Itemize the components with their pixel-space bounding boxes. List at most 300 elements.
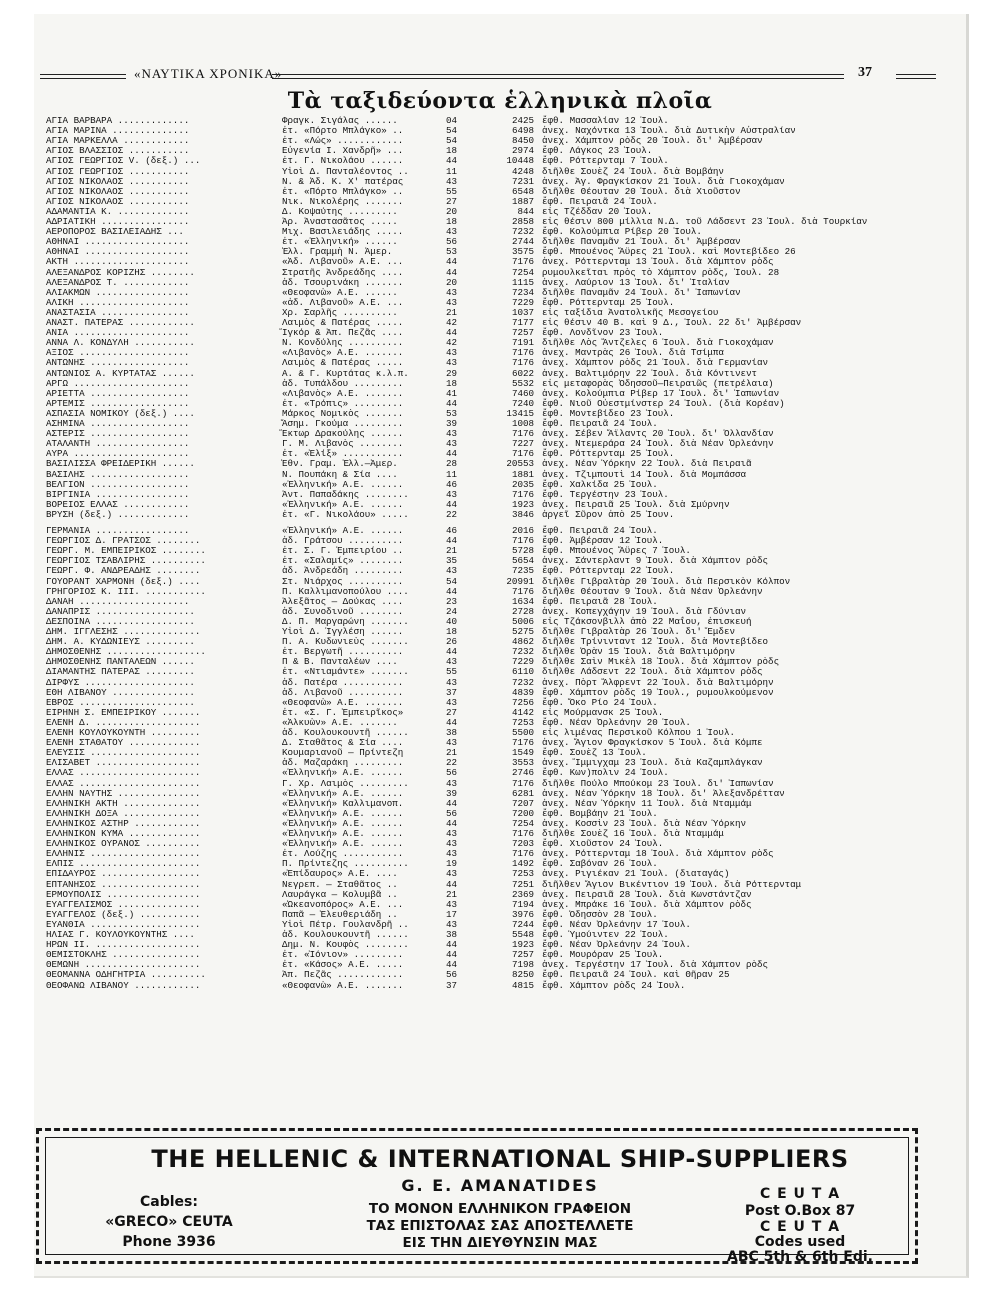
tonnage: 7198 [511, 959, 534, 971]
ship-name: ΑΛΙΚΗ .................... [46, 296, 190, 308]
owner: Λαυράγκα — Κολυμβᾶ .. [282, 888, 398, 900]
tonnage: 1008 [511, 418, 534, 429]
owner: Ἐθν. Γραμ. Ἑλλ.—Ἀμερ. [282, 458, 398, 470]
built-year: 21 [446, 747, 458, 759]
ship-name: ΑΓΙΟΣ ΓΕΩΡΓΙΟΣ ........... [46, 165, 190, 177]
position: ἔφθ. Ὑμούιντεν 22 Ἰουλ. [542, 929, 669, 940]
built-year: 44 [446, 266, 458, 278]
built-year: 43 [446, 898, 458, 910]
built-year: 43 [446, 696, 458, 708]
position: ἔφθ. Νιοῦ Οὐεστμίνστερ 24 Ἰουλ. (διὰ Κορέαν) [542, 397, 785, 409]
built-year: 20 [446, 276, 458, 288]
ship-name: ΔΑΝΑΗ .................... [46, 595, 190, 607]
owner: Ἑλλ. Γραμμὴ Ν. Ἀμερ. [282, 246, 393, 258]
ship-name: ΒΡΥΣΗ (δεξ.) ............. [46, 508, 190, 520]
tonnage: 2369 [511, 888, 534, 900]
position: διῆλθε Σουὲζ 24 Ἰουλ. διὰ Βομβάην [542, 165, 724, 177]
tonnage: 7229 [511, 656, 534, 668]
tonnage: 2974 [511, 145, 534, 157]
owner: «Θεοφανὼ» Α.Ε. ....... [282, 696, 404, 708]
position: ἔφθ. Μουρόραν 25 Ἰουλ. [542, 949, 664, 961]
owner: «Ἑλληνική» Α.Ε. ...... [282, 525, 404, 536]
built-year: 54 [446, 575, 458, 587]
owner: ἐτ. «Γ. Νικολάου» ..... [282, 508, 409, 520]
position: διῆλθε Γιβραλτὰρ 26 Ἰουλ. δι' Ἔμδεν [542, 626, 735, 637]
tonnage: 1037 [511, 306, 534, 318]
tonnage: 7232 [511, 646, 534, 658]
tonnage: 4839 [511, 686, 534, 698]
built-year: 44 [446, 949, 458, 961]
ship-name: ΑΝΤΩΝΗΣ .................. [46, 357, 190, 369]
tonnage: 20991 [506, 575, 534, 587]
owner: «Ἑλληνική» Α.Ε. ...... [282, 838, 404, 850]
built-year: 56 [446, 767, 458, 779]
built-year: 11 [446, 165, 458, 177]
tonnage: 8450 [511, 135, 534, 147]
tonnage: 2858 [511, 216, 534, 227]
position: ρυμουλκεῖται πρὸς τὸ Χάμπτον ρὸδς, Ἰουλ. 28 [542, 266, 780, 278]
ship-name: ΕΛΛΗΝΙΚΟΝ ΚΥΜΑ ............. [46, 828, 201, 839]
built-year: 39 [446, 787, 458, 799]
built-year: 18 [446, 377, 458, 389]
ship-name: ΕΥΑΓΓΕΛΙΣΜΟΣ ............... [46, 898, 201, 910]
tonnage: 7176 [511, 256, 534, 268]
ship-row [46, 257, 926, 267]
ship-name: ΕΒΡΟΣ ..................... [46, 696, 195, 708]
built-year: 56 [446, 236, 458, 248]
ad-post-box: Post O.Box 87 [744, 1203, 856, 1219]
position: διῆλθε Γιβραλτὰρ 20 Ἰουλ. διὰ Περσικὸν Κόλπον [542, 575, 791, 587]
position: ἔφθ. Βομβάην 21 Ἰουλ. [542, 807, 658, 819]
tonnage: 7176 [511, 357, 534, 369]
tonnage: 7203 [511, 838, 534, 850]
position: ἀνεχ. Κοσσὶν 23 Ἰουλ. διὰ Νέαν Ὑόρκην [542, 817, 746, 829]
tonnage: 3575 [511, 246, 534, 258]
built-year: 21 [446, 888, 458, 900]
position: διῆλθε Λάδσεντ 22 Ἰουλ. διὰ Χάμπτον ρὸδς [542, 666, 763, 678]
owner: ἐτ. Λούζης ........... [282, 848, 404, 860]
position: ἔφθ. Ὀδησσὸν 28 Ἰουλ. [542, 908, 658, 920]
owner: ἐτ. «Κάσος» Α.Ε. ..... [282, 959, 404, 971]
built-year: 43 [446, 777, 458, 789]
position: ἔφθ. Χάμπτον ρὸδς 24 Ἰουλ. [542, 979, 686, 991]
tonnage: 4142 [511, 706, 534, 718]
ship-name: ΑΥΡΑ ..................... [46, 448, 190, 460]
owner: ἐτ. «Ἐλίξ» ........... [282, 448, 404, 460]
tonnage: 7253 [511, 868, 534, 880]
built-year: 54 [446, 125, 458, 137]
owner: Δημ. Ν. Κουφὸς ........ [282, 939, 409, 951]
tonnage: 3553 [511, 757, 534, 769]
ad-cables-label: Cables: [140, 1194, 198, 1210]
position: διῆλθε Σαὶν Μικὲλ 18 Ἰουλ. διὰ Χάμπτον ρὸδς [542, 656, 780, 668]
tonnage: 6022 [511, 367, 534, 379]
owner: Χρ. Σαρλῆς .......... [282, 306, 398, 318]
ship-name: ΕΡΜΟΥΠΟΛΙΣ ................. [46, 888, 201, 900]
built-year: 53 [446, 407, 458, 419]
ship-name: ΑΘΗΝΑΙ ................... [46, 246, 190, 258]
built-year: 44 [446, 327, 458, 339]
owner: Νεγρεπ. — Σταθᾶτος .. [282, 878, 398, 890]
owner: ἐτ. «Λώς» ............ [282, 135, 404, 147]
tonnage: 7256 [511, 696, 534, 708]
built-year: 28 [446, 458, 458, 470]
ad-greek-line-3: ΕΙΣ ΤΗΝ ΔΙΕΥΘΥΝΣΙΝ ΜΑΣ [402, 1235, 598, 1251]
ship-name: ΕΛΛΑΣ ...................... [46, 777, 201, 789]
built-year: 44 [446, 817, 458, 829]
owner: Γ. Χρ. Λαιμὸς ......... [282, 777, 409, 789]
built-year: 43 [446, 488, 458, 500]
owner: Ἀρ. Ἀναστασᾶτος ..... [282, 216, 398, 227]
built-year: 43 [446, 296, 458, 308]
ship-name: ΑΛΙΑΚΜΩΝ ................. [46, 286, 190, 298]
owner: «Ἑλληνική» Α.Ε. ...... [282, 767, 404, 779]
tonnage: 1634 [511, 595, 534, 607]
ship-name: ΕΛΛΗΝΙΚΗ ΑΚΤΗ .............. [46, 797, 201, 809]
ad-ceuta-1: C E U T A [759, 1186, 841, 1202]
tonnage: 7194 [511, 898, 534, 910]
built-year: 42 [446, 337, 458, 349]
ship-name: ΑΤΑΛΑΝΤΗ ................. [46, 438, 190, 450]
built-year: 38 [446, 727, 458, 738]
ship-name: ΒΑΣΙΛΗΣ .................. [46, 468, 190, 480]
position: ἔφθ. Νέαν Ὀρλεάνην 24 Ἰουλ. [542, 939, 691, 951]
built-year: 44 [446, 878, 458, 890]
position: ἀνεχ. Νέαν Ὑόρκην 11 Ἰουλ. διὰ Νταμμάμ [542, 797, 752, 809]
position: εἰς θέσιν 800 μίλλια Ν.Δ. τοῦ Λάδσεντ 23 Ἰουλ. διὰ Τουρκίαν [542, 216, 868, 227]
built-year: 18 [446, 626, 458, 637]
ship-name: ΑΓΙΑ ΜΑΡΙΝΑ .............. [46, 125, 190, 137]
position: ἀνεχ. Νέαν Ὑόρκην 18 Ἰουλ. δι' Ἀλεξανδρέτταν [542, 787, 785, 799]
built-year: 24 [446, 605, 458, 617]
owner: ἀδ. Λιβανοῦ .......... [282, 686, 404, 698]
position: διῆλθε Παναμᾶν 21 Ἰουλ. δι' Ἀμβέρσαν [542, 236, 741, 248]
position: ἔφθ. Πειραιᾶ 28 Ἰουλ. [542, 595, 658, 607]
tonnage: 6498 [511, 125, 534, 137]
tonnage: 7254 [511, 817, 534, 829]
ship-name: ΕΛΕΥΣΙΣ .................... [46, 747, 201, 759]
tonnage: 2728 [511, 605, 534, 617]
owner: Κουμαριανοῦ — Πρίντεζη [282, 747, 404, 759]
built-year: 43 [446, 428, 458, 440]
ship-name: ΓΕΩΡΓ. Μ. ΕΜΠΕΙΡΙΚΟΣ ........ [46, 545, 206, 557]
owner: Ν. Πουπάκη & Σία .... [282, 468, 398, 480]
built-year: 54 [446, 135, 458, 147]
position: εἰς Τζέδδαν 20 Ἰουλ. [542, 205, 653, 217]
built-year: 44 [446, 797, 458, 809]
tonnage: 7257 [511, 327, 534, 339]
owner: «Ἑλληνική» Α.Ε. ...... [282, 828, 404, 839]
position: ἔφθ. Χαλκίδα 25 Ἰουλ. [542, 478, 658, 490]
built-year: 22 [446, 757, 458, 769]
position: ἀνεχ. Πὸρτ Ἄλφρεντ 22 Ἰουλ. διὰ Βαλτιμόρην [542, 676, 774, 688]
tonnage: 7176 [511, 448, 534, 460]
tonnage: 7232 [511, 676, 534, 688]
ship-name: ΕΠΙΔΑΥΡΟΣ .................. [46, 868, 201, 880]
ship-name: ΑΞΙΟΣ .................... [46, 347, 190, 359]
tonnage: 2425 [511, 115, 534, 126]
tonnage: 1887 [511, 195, 534, 207]
owner: Εὐγενία Ι. Χανδρῆ» ... [282, 145, 404, 157]
owner: «ἀδ. Λιβανοῦ» Α.Ε. ... [282, 296, 404, 308]
position: ἔφθ. Ὄκο Ρίο 24 Ἰουλ. [542, 696, 658, 708]
ship-name: ΕΛΛΗΝΙΚΟΣ ΑΣΤΗΡ ............ [46, 817, 201, 829]
owner: «Λιβανὸς» Α.Ε. ....... [282, 387, 404, 399]
owner: ἀδ. Κουλουκουντῆ ...... [282, 929, 409, 940]
built-year: 37 [446, 979, 458, 991]
tonnage: 7231 [511, 175, 534, 187]
owner: ἀδ. Ἀνδρεάδη ......... [282, 565, 404, 577]
tonnage: 7176 [511, 428, 534, 440]
position: ἀνεχ. Σάντερλαντ 9 Ἰουλ. διὰ Χάμπτον ρὸδς [542, 555, 769, 567]
ship-name: ΑΓΙΟΣ ΝΙΚΟΛΑΟΣ ........... [46, 195, 190, 207]
page-title: Τὰ ταξιδεύοντα ἑλληνικὰ πλοῖα [287, 88, 713, 114]
owner: Δ. Κοψαύτης ......... [282, 205, 398, 217]
position: ἀνεχ. Ἅγιον Φραγκίσκον 5 Ἰουλ. διὰ Κόμπε [542, 737, 763, 749]
built-year: 22 [446, 508, 458, 520]
owner: ἐτ. «Σ. Γ. Ἐμπειρῖκος» [282, 706, 404, 718]
ship-name: ΗΡΩΝ ΙΙ. ................... [46, 939, 201, 951]
ship-name: ΔΙΡΦΥΣ .................... [46, 676, 195, 688]
position: ἔφθ. Κολούμπια Ρίβερ 20 Ἰουλ. [542, 226, 702, 238]
ship-name: ΑΓΙΑ ΒΑΡΒΑΡΑ ............. [46, 115, 190, 126]
ship-name: ΑΣΗΜΙΝΑ .................. [46, 418, 190, 429]
ship-name: ΔΗΜ. ΙΓΓΛΕΣΗΣ .............. [46, 626, 201, 637]
ship-name: ΘΕΟΜΑΝΝΑ ΟΔΗΓΗΤΡΙΑ .......... [46, 969, 206, 981]
ship-name: ΒΟΡΕΙΟΣ ΕΛΛΑΣ ............ [46, 498, 190, 510]
owner: Ν. & Ἀδ. Κ. Χ' πατέρας [282, 175, 404, 187]
tonnage: 5548 [511, 929, 534, 940]
built-year: 56 [446, 807, 458, 819]
owner: Παπᾶ — Ἐλευθεριάδη .. [282, 908, 398, 920]
ship-name: ΑΔΡΙΑΤΙΚΗ ................ [46, 216, 190, 227]
built-year: 43 [446, 848, 458, 860]
owner: Νικ. Νικολέρης ....... [282, 195, 404, 207]
ship-name: ΓΕΩΡΓΙΟΣ Δ. ΓΡΑΤΣΟΣ ........ [46, 535, 201, 547]
position: ἔφθ. Λάγκος 23 Ἰουλ. [542, 145, 653, 157]
built-year: 44 [446, 155, 458, 167]
position: ἔφθ. Ρόττερνταμ 25 Ἰουλ. [542, 448, 675, 460]
owner: «Ἑλληνική» Α.Ε. ...... [282, 787, 404, 799]
built-year: 55 [446, 185, 458, 197]
built-year: 43 [446, 868, 458, 880]
owner: «Ἑλληνική» Καλλιμανοπ. [282, 797, 404, 809]
ship-name: ΑΡΓΩ ..................... [46, 377, 190, 389]
position: διῆλθε Σουὲζ 16 Ἰουλ. διὰ Νταμμάμ [542, 828, 724, 839]
ship-name: ΔΗΜ. Α. ΚΥΔΩΝΙΕΥΣ ......... [46, 636, 195, 648]
built-year: 39 [446, 418, 458, 429]
ad-greek-line-1: ΤΟ ΜΟΝΟΝ ΕΛΛΗΝΙΚΟΝ ΓΡΑΦΕΙΟΝ [368, 1201, 632, 1217]
built-year: 43 [446, 737, 458, 749]
position: διῆλθε Πούλο Μπούκομ 23 Ἰουλ. δι' Ἰαπωνίαν [542, 777, 774, 789]
owner: ἀδ. Μαζαράκη ......... [282, 757, 404, 769]
tonnage: 6548 [511, 185, 534, 197]
tonnage: 1549 [511, 747, 534, 759]
position: ἔφθ. Ρόττερνταμ 25 Ἰουλ. [542, 296, 675, 308]
position: ἀνεχ. Βαλτιμόρην 22 Ἰουλ. διὰ Κόντινεντ [542, 367, 758, 379]
owner: Φραγκ. Σιγάλας ...... [282, 115, 398, 126]
owner: «Ἑλληνική» Α.Ε. ...... [282, 498, 404, 510]
position: ἀνεχ. Λαύριον 13 Ἰουλ. δι' Ἰταλίαν [542, 276, 730, 288]
ship-row [46, 459, 926, 469]
ship-name: ΒΙΡΓΙΝΙΑ ................. [46, 488, 190, 500]
tonnage: 5532 [511, 377, 534, 389]
tonnage: 7176 [511, 828, 534, 839]
position: ἀνεχ. Μαντρὰς 26 Ἰουλ. διὰ Τσίμπα [542, 347, 724, 359]
built-year: 37 [446, 686, 458, 698]
position: ἔφθ. Ρόττερνταμ 22 Ἰουλ. [542, 565, 675, 577]
tonnage: 7251 [511, 878, 534, 890]
position: εἰς μεταφορὰς Ὀδησσοῦ—Πειραιῶς (πετρέλαια) [542, 377, 774, 389]
built-year: 42 [446, 317, 458, 328]
built-year: 44 [446, 959, 458, 971]
owner: «Ἑλληνική» Α.Ε. ...... [282, 817, 404, 829]
ship-row [46, 869, 926, 879]
ship-name: ΑΝΑΣΤΑΣΙΑ ................ [46, 306, 190, 318]
ship-name: ΕΘΗ ΛΙΒΑΝΟΥ ............... [46, 686, 195, 698]
position: ἀνεχ. Χάμπτον ρὸδς 20 Ἰουλ. δι' Ἀμβέρσαν [542, 135, 763, 147]
owner: Μάρκος Νομικὸς ....... [282, 407, 404, 419]
owner: Ἴγκόρ & Ἀπ. Πεζᾶς .... [282, 327, 404, 339]
ship-name: ΔΗΜΟΣΘΕΝΗΣ .................. [46, 646, 206, 658]
built-year: 35 [446, 555, 458, 567]
tonnage: 7254 [511, 266, 534, 278]
position: ἀνεχ. Ναχόντκα 13 Ἰουλ. διὰ Δυτικὴν Αὐστραλίαν [542, 125, 796, 137]
ship-name: ΘΕΟΦΑΝΩ ΛΙΒΑΝΟΥ ............ [46, 979, 201, 991]
owner: ἐτ. Σ. Γ. Ἐμπειρίου .. [282, 545, 404, 557]
tonnage: 7227 [511, 438, 534, 450]
owner: «Ἑλληνική» Α.Ε. ...... [282, 478, 404, 490]
ship-name: ΕΛΕΝΗ ΚΟΥΛΟΥΚΟΥΝΤΗ ......... [46, 727, 201, 738]
position: ἔφθ. Χάμπτον ρὸδς 19 Ἰουλ., ρυμουλκούμενον [542, 686, 774, 698]
owner: Ἀπ. Πεζᾶς ............ [282, 969, 404, 981]
ship-name: ΕΛΛΑΣ ...................... [46, 767, 201, 779]
built-year: 38 [446, 929, 458, 940]
tonnage: 7176 [511, 535, 534, 547]
ship-name: ΕΠΤΑΝΗΣΟΣ .................. [46, 878, 201, 890]
ship-name: ΗΛΙΑΣ Γ. ΚΟΥΛΟΥΚΟΥΝΤΗΣ .... [46, 929, 195, 940]
owner: Ἄσημ. Γκούμα ......... [282, 418, 404, 429]
ship-name: ΕΛΕΝΗ Δ. ................... [46, 716, 201, 728]
ship-name: ΑΡΙΕΤΤΑ .................. [46, 387, 190, 399]
position: ἔφθ. Πειραιᾶ 24 Ἰουλ. [542, 525, 658, 536]
built-year: 21 [446, 545, 458, 557]
position: διῆλθεν Ἅγιον Βικέντιον 19 Ἰουλ. διὰ Ρόττερνταμ [542, 878, 802, 890]
built-year: 04 [446, 115, 458, 126]
built-year: 53 [446, 246, 458, 258]
magazine-name: «ΝΑΥΤΙΚΑ ΧΡΟΝΙΚΑ» [134, 66, 283, 81]
ship-name: ΘΕΜΩΝΗ ..................... [46, 959, 201, 971]
position: ἀργεῖ Σῦρον ἀπὸ 25 Ἰουν. [542, 508, 675, 520]
owner: Υἱοὶ Δ. Ἰγγλέση ...... [282, 626, 404, 637]
built-year: 43 [446, 828, 458, 839]
ad-proprietor: G. E. AMANATIDES [401, 1176, 599, 1195]
ship-name: ΓΡΗΓΟΡΙΟΣ Κ. ΙΙΙ. ........... [46, 585, 206, 597]
ship-row [46, 667, 926, 677]
ship-name: ΕΛΕΝΗ ΣΤΑΘΑΤΟΥ ............. [46, 737, 201, 749]
owner: Π & Β. Πανταλέων .... [282, 656, 398, 668]
built-year: 44 [446, 716, 458, 728]
owner: «Θεοφανὼ» Α.Ε. ...... [282, 286, 398, 298]
built-year: 43 [446, 438, 458, 450]
built-year: 17 [446, 908, 458, 920]
owner: Στρατῆς Ἀνδρεάδης .... [282, 266, 404, 278]
position: ἀνεχ. Ρόττερνταμ 18 Ἰουλ. διὰ Χάμπτον ρὸδς [542, 848, 774, 860]
position: ἔφθ. Πειραιᾶ 24 Ἰουλ. καὶ Θῆραν 25 [542, 969, 730, 981]
tonnage: 7244 [511, 918, 534, 930]
owner: ἐτ. «Πόρτο Μπλάγκο» .. [282, 185, 404, 197]
position: ἀνεχ. Χάμπτον ρὸδς 21 Ἰουλ. διὰ Γερμανίαν [542, 357, 769, 369]
tonnage: 2746 [511, 767, 534, 779]
built-year: 26 [446, 636, 458, 648]
ship-name: ΘΕΜΙΣΤΟΚΛΗΣ ................ [46, 949, 201, 961]
position: ἀνεχ. Πειραιᾶ 25 Ἰουλ. διὰ Σμύρνην [542, 498, 730, 510]
built-year: 43 [446, 226, 458, 238]
ad-cables-address: «GRECO» CEUTA [105, 1214, 233, 1230]
position: ἔφθ. Ἀμβέρσαν 12 Ἰουλ. [542, 535, 664, 547]
tonnage: 7235 [511, 565, 534, 577]
tonnage: 5500 [511, 727, 534, 738]
tonnage: 5728 [511, 545, 534, 557]
built-year: 23 [446, 595, 458, 607]
ship-name: ΑΕΡΟΠΟΡΟΣ ΒΑΣΙΛΕΙΑΔΗΣ ... [46, 226, 184, 238]
owner: ἀδ. Γράτσου .......... [282, 535, 404, 547]
ship-name: ΔΙΑΜΑΝΤΗΣ ΠΑΤΕΡΑΣ ......... [46, 666, 195, 678]
position: διῆλθε Τρίνινταντ 12 Ἰουλ. διὰ Μοντεβίδεο [542, 636, 769, 648]
built-year: 43 [446, 347, 458, 359]
position: ἀνεχ. Πειραιᾶ 28 Ἰουλ. διὰ Κωνστάντζαν [542, 888, 752, 900]
tonnage: 7257 [511, 949, 534, 961]
owner: Υἱοὶ Δ. Πανταλέοντος .. [282, 165, 409, 177]
built-year: 44 [446, 535, 458, 547]
ship-name: ΑΓΙΟΣ ΒΛΑΣΣΙΟΣ ........... [46, 145, 190, 157]
position: ἀνεχ. Κοπεγχάγην 19 Ἰουλ. διὰ Γδύνιαν [542, 605, 746, 617]
position: διῆλθε Ὀρὰν 15 Ἰουλ. διὰ Βαλτιμόρην [542, 646, 735, 658]
header-rule-right [896, 74, 936, 79]
owner: Π. Πρίντεζης .......... [282, 858, 409, 870]
built-year: 43 [446, 175, 458, 187]
owner: Στ. Νιάρχος .......... [282, 575, 404, 587]
position: ἔφθ. Μοντεβίδεο 23 Ἰουλ. [542, 407, 675, 419]
ship-name: ΕΛΠΙΣ ...................... [46, 858, 201, 870]
owner: ἀδ. Τσουρινάκη ....... [282, 276, 404, 288]
built-year: 43 [446, 286, 458, 298]
built-year: 44 [446, 448, 458, 460]
ship-name: ΕΛΛΗΝΙΚΗ ΔΟΞΑ .............. [46, 807, 201, 819]
tonnage: 5006 [511, 615, 534, 627]
ship-name: ΑΓΙΟΣ ΝΙΚΟΛΑΟΣ ........... [46, 185, 190, 197]
ad-ceuta-2: C E U T A [759, 1219, 841, 1235]
position: ἀνεχ. Ἀγ. Φραγκίσκον 21 Ἰουλ. διὰ Γιοκοχάμαν [542, 175, 785, 187]
tonnage: 20553 [506, 458, 534, 470]
owner: Υἱοὶ Πέτρ. Γουλανδρῆ .. [282, 918, 409, 930]
tonnage: 7200 [511, 807, 534, 819]
owner: «Ἀδ. Λιβανοῦ» Α.Ε. ... [282, 256, 404, 268]
owner: ἐτ. «Ἰόνιον» ......... [282, 949, 404, 961]
built-year: 43 [446, 656, 458, 668]
ship-name: ΑΓΙΟΣ ΝΙΚΟΛΑΟΣ ........... [46, 175, 190, 187]
position: ἔφθ. Πειραιᾶ 24 Ἰουλ. [542, 195, 658, 207]
built-year: 56 [446, 969, 458, 981]
owner: ἀδ. Κουλουκουντῆ ...... [282, 727, 409, 738]
running-header [40, 66, 910, 82]
owner: Λαιμὸς & Πατέρας ..... [282, 317, 404, 328]
tonnage: 8250 [511, 969, 534, 981]
ship-row [46, 981, 926, 991]
position: ἔφθ. Κων)πολιν 24 Ἰουλ. [542, 767, 669, 779]
tonnage: 1923 [511, 939, 534, 951]
ship-name: ΑΝΝΑ Λ. ΚΟΝΔΥΛΗ ........... [46, 337, 195, 349]
